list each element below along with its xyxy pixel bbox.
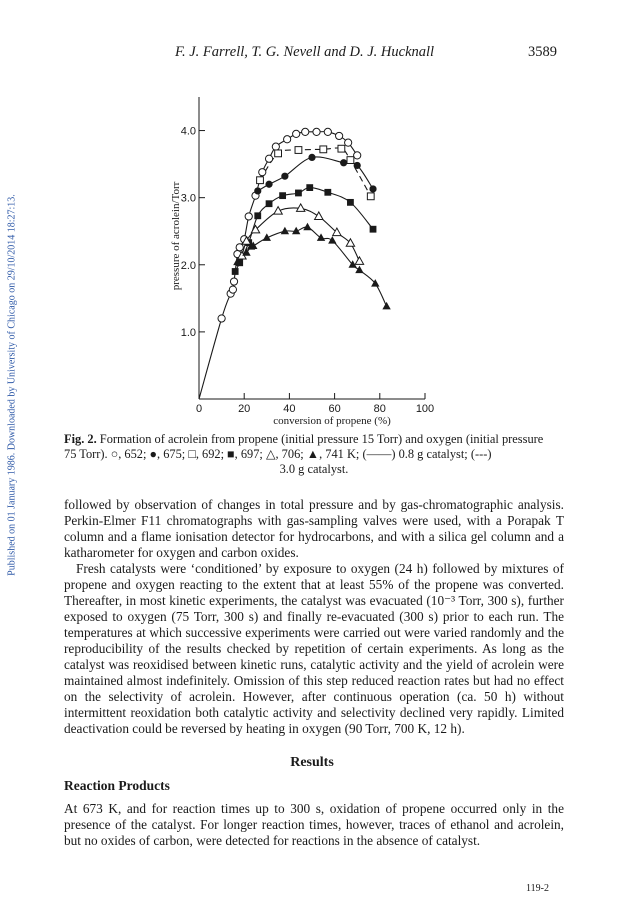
point-741 xyxy=(355,266,363,274)
point-675 xyxy=(354,162,361,169)
results-text xyxy=(64,801,564,849)
point-692 xyxy=(257,177,264,184)
y-tick-label: 4.0 xyxy=(180,125,196,138)
y-tick-label: 2.0 xyxy=(180,259,196,272)
point-741 xyxy=(303,223,311,231)
point-675 xyxy=(308,154,315,161)
point-652 xyxy=(236,244,243,251)
point-692 xyxy=(367,193,374,200)
point-692 xyxy=(275,150,282,157)
point-652 xyxy=(345,139,352,146)
point-675 xyxy=(281,173,288,180)
point-652 xyxy=(245,213,252,220)
chart-axes xyxy=(199,97,425,399)
point-697 xyxy=(232,268,239,275)
results-paragraph: At 673 K, and for reaction times up to 300 s, oxidation of propene occurred only in the presence of the catalyst. For longer reaction times, however, traces of ethanol and acrolein, but no oxides of carbon, were detected for reactions in the absence of catalyst. xyxy=(64,801,564,848)
series-line-652 xyxy=(199,132,357,399)
point-675 xyxy=(265,181,272,188)
point-692 xyxy=(347,157,354,164)
reaction-products-heading: Reaction Products xyxy=(64,778,170,793)
point-675 xyxy=(254,187,261,194)
point-692 xyxy=(320,146,327,153)
chart-labels xyxy=(170,126,434,427)
point-697 xyxy=(279,192,286,199)
x-tick-label: 40 xyxy=(283,403,296,415)
x-tick-label: 100 xyxy=(415,403,435,415)
point-652 xyxy=(284,136,291,143)
results-heading: Results xyxy=(290,755,334,770)
series-line-741 xyxy=(237,227,386,306)
point-652 xyxy=(336,132,343,139)
point-652 xyxy=(302,128,309,135)
series-line-675 xyxy=(258,157,373,191)
point-652 xyxy=(324,128,331,135)
point-692 xyxy=(338,145,345,152)
x-tick-label: 60 xyxy=(328,403,341,415)
y-axis-title: pressure of acrolein/Torr xyxy=(170,181,182,291)
x-tick-label: 20 xyxy=(238,403,251,415)
point-697 xyxy=(324,189,331,196)
point-697 xyxy=(266,200,273,207)
point-652 xyxy=(218,315,225,322)
point-675 xyxy=(369,185,376,192)
point-697 xyxy=(347,199,354,206)
y-tick-label: 1.0 xyxy=(180,326,196,339)
x-axis-title: conversion of propene (%) xyxy=(273,415,391,427)
point-697 xyxy=(254,212,261,219)
point-652 xyxy=(265,155,272,162)
caption-line1: Formation of acrolein from propene (initial pressure 15 Torr) and oxygen (initial pressure xyxy=(96,432,544,446)
point-652 xyxy=(230,278,237,285)
point-652 xyxy=(313,128,320,135)
page-number: 3589 xyxy=(528,44,557,60)
chart-markers xyxy=(218,128,391,322)
download-notice-text: Published on 01 January 1986. Downloaded by University of Chicago on 29/10/2014 18:27:13. xyxy=(6,194,18,576)
point-706 xyxy=(355,257,363,265)
point-706 xyxy=(315,212,323,220)
acrolein-chart xyxy=(0,0,624,430)
footer-code: 119-2 xyxy=(526,883,549,894)
point-692 xyxy=(295,147,302,154)
methods-text xyxy=(64,497,564,737)
point-741 xyxy=(328,236,336,244)
caption-line2: 75 Torr). ○, 652; ●, 675; □, 692; ■, 697; △, 706; ▲, 741 K; (——) 0.8 g catalyst; (---) xyxy=(64,447,492,461)
point-652 xyxy=(354,152,361,159)
y-tick-label: 3.0 xyxy=(180,192,196,205)
caption-label: Fig. 2. xyxy=(64,432,97,446)
point-652 xyxy=(259,169,266,176)
point-675 xyxy=(340,159,347,166)
x-tick-label: 0 xyxy=(195,403,203,415)
point-652 xyxy=(229,286,236,293)
point-741 xyxy=(382,302,390,310)
methods-paragraph-2: Fresh catalysts were ‘conditioned’ by exposure to oxygen (24 h) followed by mixtures of propene and oxygen reacting to the extent that at least 55% of the propene was converted. Thereafter, in most kinetic experiments, the catalyst was evacuated (10⁻³ Torr, 300 s), further exposed to oxygen (75 Torr, 300 s) and finally re-evacuated (300 s) prior to each run. The temperatures at which successive experiments were carried out were varied randomly and the reproducibility of the results checked by repetition of certain experiments. As long as the catalyst was reoxidised between kinetic runs, catalytic activity and the yield of acrolein were maintained almost indefinitely. Omission of this step reduced reaction rates but had no effect on the selectivity of acrolein. However, after continuous operation (ca. 50 h) without intermittent reoxidation both catalytic activity and selectivity declined very rapidly. Limited deactivation could be reversed by heating in oxygen (90 Torr, 700 K, 12 h). xyxy=(64,561,564,736)
point-697 xyxy=(370,226,377,233)
point-741 xyxy=(317,233,325,241)
x-tick-label: 80 xyxy=(373,403,386,415)
figure-caption xyxy=(64,432,564,476)
point-697 xyxy=(306,184,313,191)
methods-paragraph-1: followed by observation of changes in total pressure and by gas-chromatographic analysis. Perkin-Elmer F11 chromatographs with gas-sampling valves were used, with a Porapak T column and a flame ionisation detector for hydrocarbons, and with a silica gel column and a katharometer for oxygen and carbon oxides. xyxy=(64,497,564,560)
caption-line3: 3.0 g catalyst. xyxy=(279,462,349,476)
running-header-authors: F. J. Farrell, T. G. Nevell and D. J. Hucknall xyxy=(175,44,435,60)
point-652 xyxy=(272,143,279,150)
point-652 xyxy=(293,130,300,137)
chart-curves xyxy=(199,132,387,399)
point-697 xyxy=(295,190,302,197)
